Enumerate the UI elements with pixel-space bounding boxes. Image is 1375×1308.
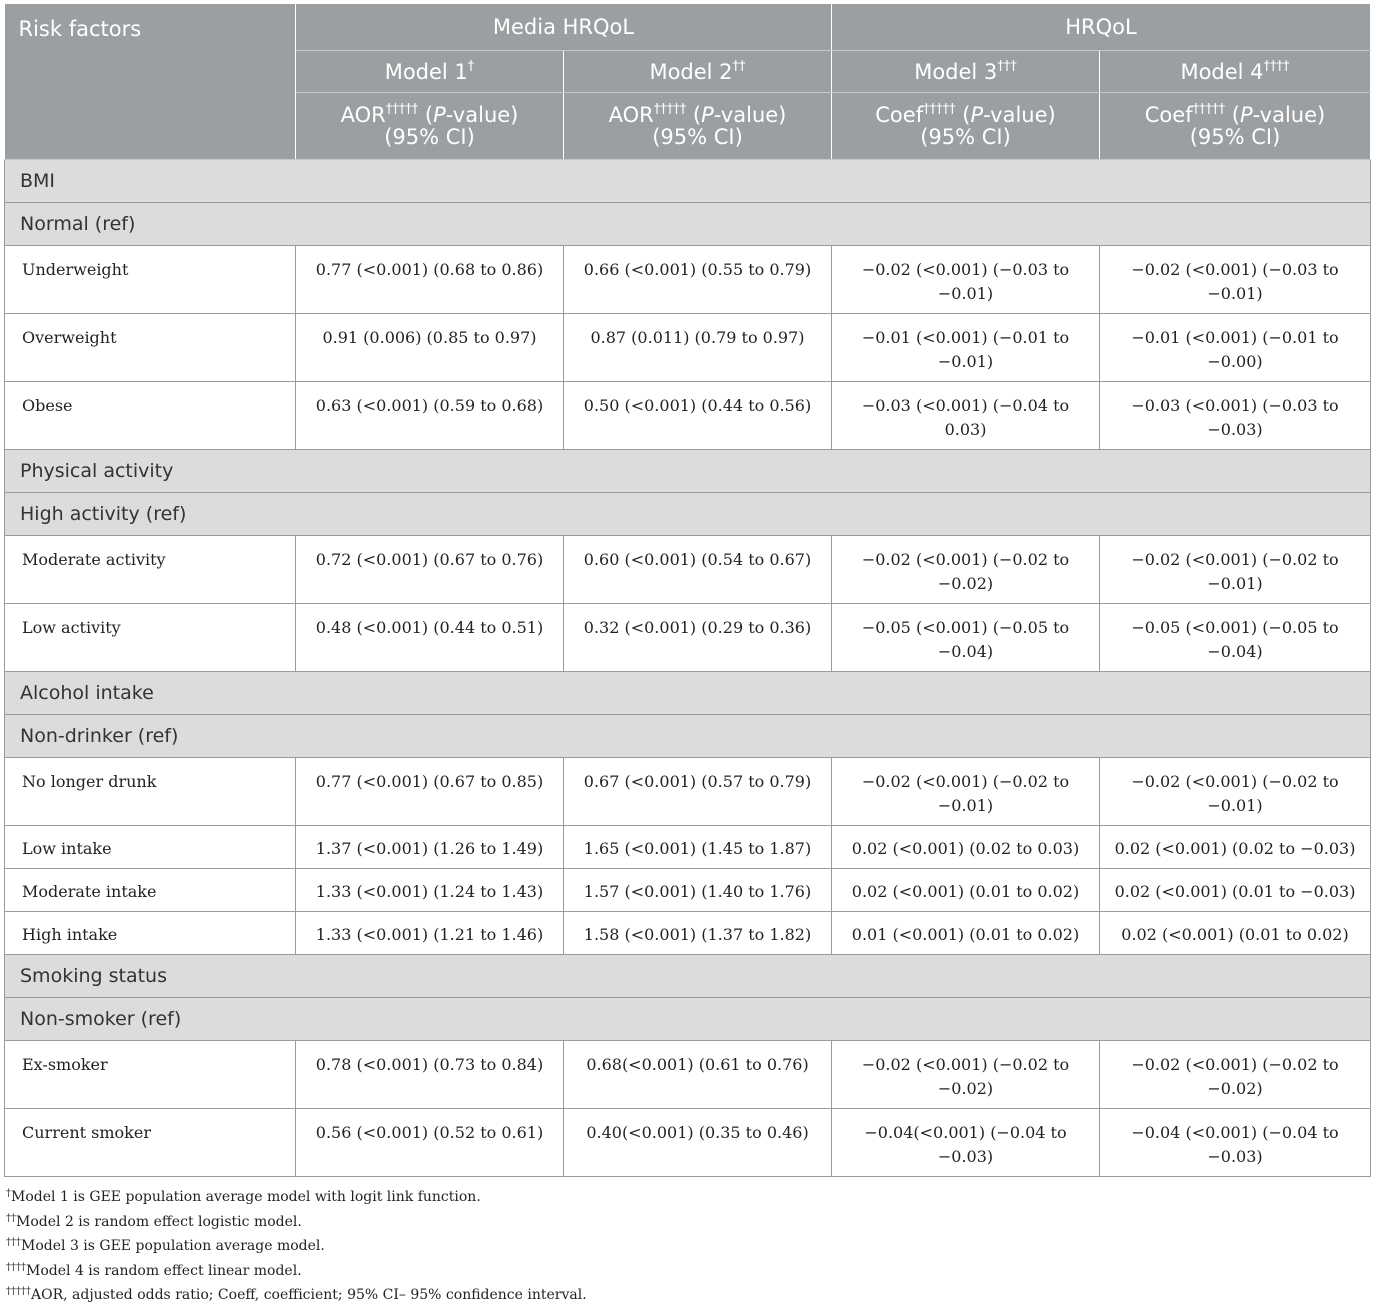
table-body [5,160,1371,1177]
row-value: 1.37 (<0.001) (1.26 to 1.49) [296,826,564,869]
header-stat-3 [832,93,1100,160]
section-ref-row [5,998,1371,1041]
section-ref: Non-drinker (ref) [5,715,1371,758]
row-value: −0.02 (<0.001) (−0.03 to −0.01) [1100,246,1371,314]
header-stat-1 [296,93,564,160]
stat-ci: (95% CI) [652,125,743,149]
row-label: Low activity [5,604,296,672]
row-value: 0.02 (<0.001) (0.01 to 0.02) [832,869,1100,912]
section-ref-row [5,493,1371,536]
pvalue-open: ( [1225,103,1240,127]
row-value: 0.77 (<0.001) (0.67 to 0.85) [296,758,564,826]
header-model-1 [296,51,564,93]
row-value: −0.01 (<0.001) (−0.01 to −0.00) [1100,314,1371,382]
stat-mark: ††††† [385,102,419,117]
stat-ci: (95% CI) [1189,125,1281,149]
row-value: 1.65 (<0.001) (1.45 to 1.87) [564,826,832,869]
table-row [5,869,1371,912]
row-label: Underweight [5,246,296,314]
row-value: −0.02 (<0.001) (−0.02 to −0.02) [1100,1041,1371,1109]
stat-mark: ††††† [1192,102,1226,117]
row-label: High intake [5,912,296,955]
stat-name: AOR [340,103,386,127]
row-label: No longer drunk [5,758,296,826]
footnote-text: Model 4 is random effect linear model. [26,1262,302,1279]
section-title: Physical activity [5,450,1371,493]
section-title-row [5,672,1371,715]
model-mark: † [467,58,475,74]
stat-mark: ††††† [653,102,687,117]
header-stat-2 [564,93,832,160]
row-value: −0.04 (<0.001) (−0.04 to −0.03) [1100,1109,1371,1177]
pvalue-open: ( [955,103,971,127]
footnote-text: Model 2 is random effect logistic model. [16,1213,302,1230]
row-label: Moderate intake [5,869,296,912]
stat-name: Coef [1144,103,1193,127]
row-value: 0.02 (<0.001) (0.01 to 0.02) [1100,912,1371,955]
model-name: Model 4 [1180,59,1264,84]
row-label: Overweight [5,314,296,382]
stat-ci: (95% CI) [920,125,1011,149]
pvalue-rest: -value) [445,103,519,127]
header-model-3 [832,51,1100,93]
pvalue-p: P [970,103,984,127]
row-value: −0.04(<0.001) (−0.04 to −0.03) [832,1109,1100,1177]
footnote-mark: †††† [6,1261,26,1273]
table-row [5,536,1371,604]
row-value: −0.01 (<0.001) (−0.01 to −0.01) [832,314,1100,382]
risk-factors-table [4,4,1371,1177]
row-value: 0.01 (<0.001) (0.01 to 0.02) [832,912,1100,955]
row-value: 1.57 (<0.001) (1.40 to 1.76) [564,869,832,912]
footnote-mark: ††††† [6,1286,31,1297]
model-name: Model 3 [914,59,998,84]
footnote-mark: ††† [6,1237,21,1248]
footnote [4,1210,1370,1235]
pvalue-p: P [701,103,714,127]
section-ref-row [5,203,1371,246]
table-header [5,4,1371,160]
row-value: 0.50 (<0.001) (0.44 to 0.56) [564,382,832,450]
footnote [4,1234,1370,1259]
header-risk-factors: Risk factors [5,4,296,160]
row-value: −0.02 (<0.001) (−0.02 to −0.01) [1100,536,1371,604]
row-value: 0.02 (<0.001) (0.02 to −0.03) [1100,826,1371,869]
section-title: BMI [5,160,1371,203]
footnote-text: Model 3 is GEE population average model. [21,1238,325,1254]
header-group-media-hrqol: Media HRQoL [296,4,832,51]
row-value: −0.05 (<0.001) (−0.05 to −0.04) [1100,604,1371,672]
row-value: 0.56 (<0.001) (0.52 to 0.61) [296,1109,564,1177]
row-value: 0.78 (<0.001) (0.73 to 0.84) [296,1041,564,1109]
section-title-row [5,450,1371,493]
header-model-4 [1100,51,1371,93]
row-label: Moderate activity [5,536,296,604]
table-row [5,246,1371,314]
model-name: Model 2 [649,59,733,84]
header-group-hrqol: HRQoL [832,4,1371,51]
pvalue-open: ( [418,103,434,127]
table-row [5,912,1371,955]
table-row [5,826,1371,869]
footnote-text: AOR, adjusted odds ratio; Coeff, coefficient; 95% CI– 95% confidence interval. [31,1287,587,1303]
row-value: 0.48 (<0.001) (0.44 to 0.51) [296,604,564,672]
section-ref: Normal (ref) [5,203,1371,246]
footnote-mark: †† [6,1212,16,1224]
model-mark: †† [732,58,746,74]
section-title: Smoking status [5,955,1371,998]
stat-ci: (95% CI) [384,125,475,149]
row-value: 0.02 (<0.001) (0.01 to −0.03) [1100,869,1371,912]
header-stat-4 [1100,93,1371,160]
pvalue-rest: -value) [1252,103,1326,127]
row-value: 0.32 (<0.001) (0.29 to 0.36) [564,604,832,672]
stat-name: Coef [875,103,924,127]
row-label: Ex-smoker [5,1041,296,1109]
document [4,4,1370,1308]
header-model-2 [564,51,832,93]
row-value: 0.87 (0.011) (0.79 to 0.97) [564,314,832,382]
row-value: 0.72 (<0.001) (0.67 to 0.76) [296,536,564,604]
row-value: 0.91 (0.006) (0.85 to 0.97) [296,314,564,382]
table-row [5,1109,1371,1177]
row-value: 1.33 (<0.001) (1.24 to 1.43) [296,869,564,912]
pvalue-rest: -value) [713,103,787,127]
table-row [5,604,1371,672]
row-value: 0.66 (<0.001) (0.55 to 0.79) [564,246,832,314]
footnote [4,1283,1370,1308]
section-ref: High activity (ref) [5,493,1371,536]
footnote [4,1259,1370,1284]
row-value: 0.40(<0.001) (0.35 to 0.46) [564,1109,832,1177]
table-row [5,1041,1371,1109]
row-value: 0.67 (<0.001) (0.57 to 0.79) [564,758,832,826]
footnote-text: Model 1 is GEE population average model with logit link function. [11,1189,481,1205]
row-value: 1.33 (<0.001) (1.21 to 1.46) [296,912,564,955]
pvalue-p: P [433,103,446,127]
footnote [4,1185,1370,1210]
section-title-row [5,955,1371,998]
row-value: −0.03 (<0.001) (−0.04 to 0.03) [832,382,1100,450]
row-value: 1.58 (<0.001) (1.37 to 1.82) [564,912,832,955]
row-value: −0.02 (<0.001) (−0.02 to −0.02) [832,536,1100,604]
model-mark: †††† [1263,58,1290,74]
row-value: −0.03 (<0.001) (−0.03 to −0.03) [1100,382,1371,450]
row-value: −0.05 (<0.001) (−0.05 to −0.04) [832,604,1100,672]
stat-name: AOR [608,103,654,127]
row-value: −0.02 (<0.001) (−0.02 to −0.01) [832,758,1100,826]
footnote-mark: † [6,1188,11,1199]
row-value: −0.02 (<0.001) (−0.02 to −0.02) [832,1041,1100,1109]
pvalue-rest: -value) [983,103,1056,127]
table-row [5,758,1371,826]
row-value: 0.60 (<0.001) (0.54 to 0.67) [564,536,832,604]
section-title-row [5,160,1371,203]
section-ref-row [5,715,1371,758]
pvalue-p: P [1239,103,1253,127]
stat-mark: ††††† [923,102,956,117]
row-label: Low intake [5,826,296,869]
table-row [5,382,1371,450]
row-value: −0.02 (<0.001) (−0.03 to −0.01) [832,246,1100,314]
row-value: 0.02 (<0.001) (0.02 to 0.03) [832,826,1100,869]
row-value: 0.77 (<0.001) (0.68 to 0.86) [296,246,564,314]
row-value: 0.63 (<0.001) (0.59 to 0.68) [296,382,564,450]
row-label: Obese [5,382,296,450]
row-value: −0.02 (<0.001) (−0.02 to −0.01) [1100,758,1371,826]
model-name: Model 1 [384,59,468,84]
model-mark: ††† [997,58,1017,74]
row-label: Current smoker [5,1109,296,1177]
section-ref: Non-smoker (ref) [5,998,1371,1041]
row-value: 0.68(<0.001) (0.61 to 0.76) [564,1041,832,1109]
table-row [5,314,1371,382]
section-title: Alcohol intake [5,672,1371,715]
pvalue-open: ( [686,103,702,127]
footnotes [4,1185,1370,1308]
